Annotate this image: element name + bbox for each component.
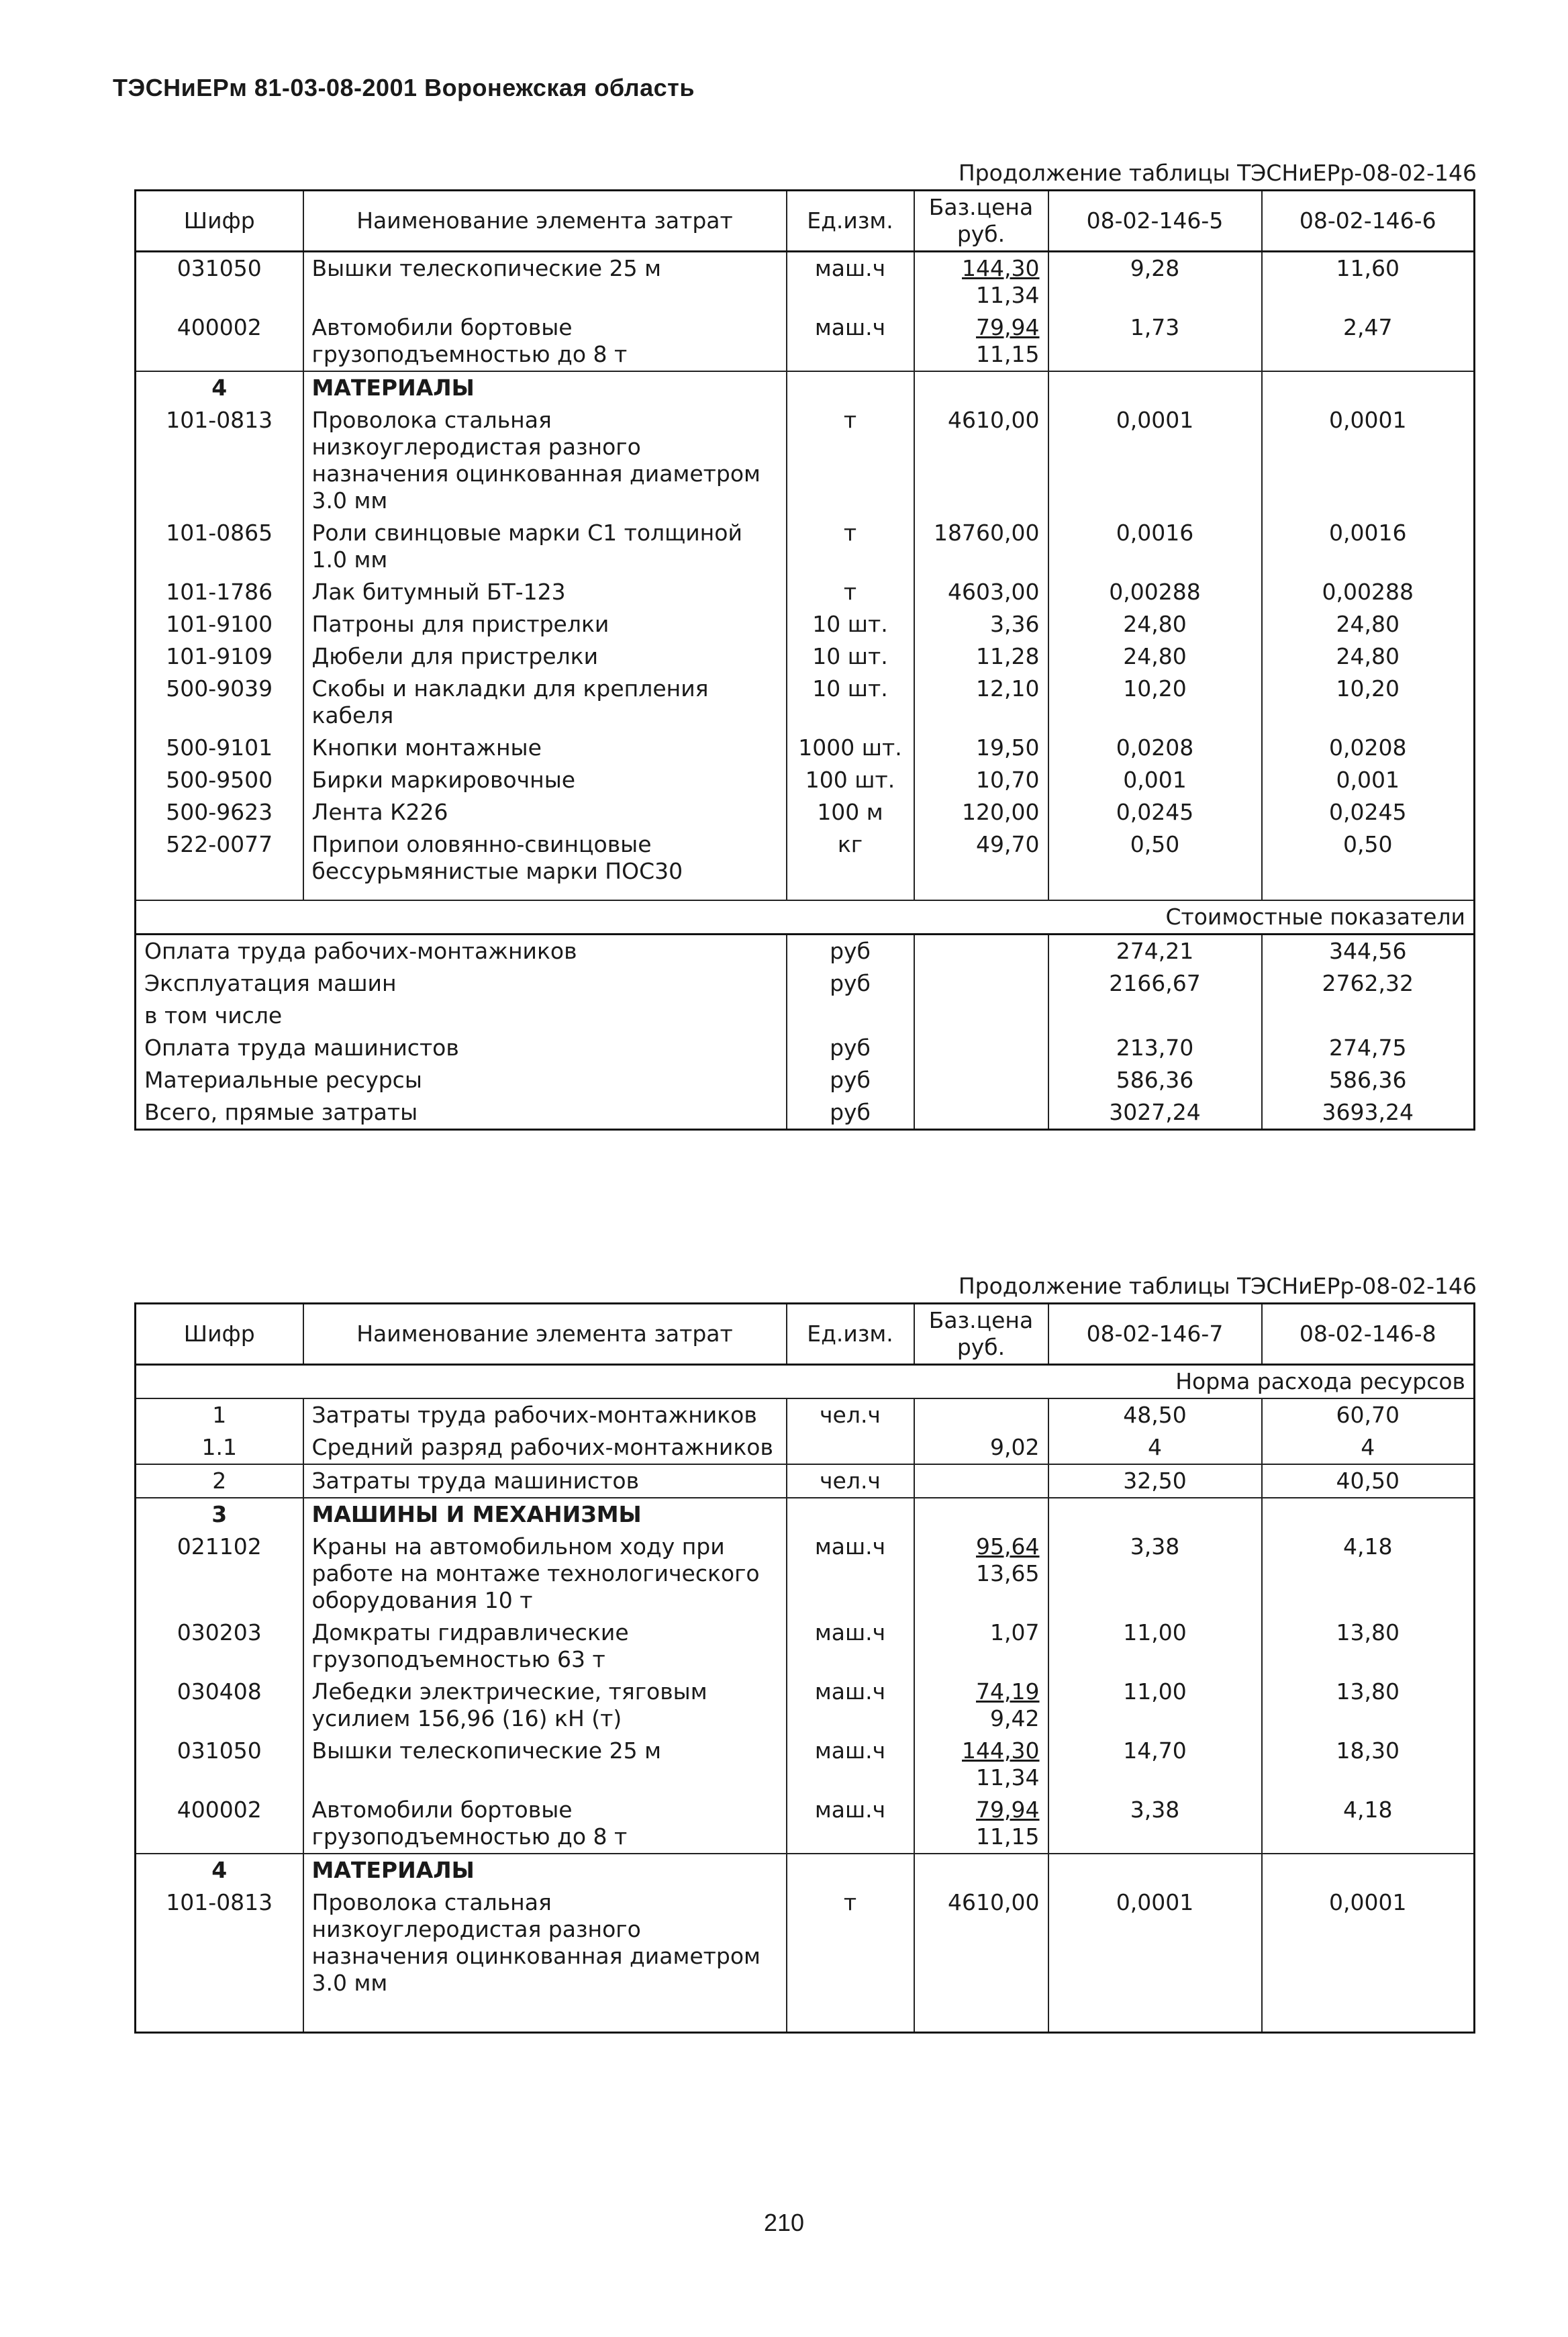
unit-cell: маш.ч: [787, 312, 914, 371]
price-cell: [914, 1735, 1048, 1794]
price-value: 144,30: [962, 1737, 1040, 1764]
value-b-cell: 0,0001: [1262, 404, 1475, 517]
col-a-header: 08-02-146-5: [1048, 191, 1262, 252]
summary-value-b: 586,36: [1262, 1064, 1475, 1096]
table1: [134, 189, 1475, 1131]
value-b-cell: 11,60: [1262, 252, 1475, 312]
code-cell: 500-9039: [166, 675, 273, 702]
table-row: [136, 517, 1475, 576]
unit-cell: маш.ч: [787, 1794, 914, 1854]
table-row: [136, 1735, 1475, 1794]
empty-cell: [914, 888, 1048, 900]
value-a-cell: 0,50: [1048, 828, 1262, 888]
table-row: [136, 1887, 1475, 1999]
name-cell: Краны на автомобильном ходу при работе на монтаже технологического оборудования 10 т: [303, 1531, 787, 1617]
value-b-cell: 0,00288: [1262, 576, 1475, 608]
price-machinist-value: 11,15: [976, 1823, 1040, 1850]
code-cell: 500-9623: [166, 799, 273, 825]
name-cell: Автомобили бортовые грузоподъемностью до 8 т: [303, 312, 787, 371]
price-header-line1: Баз.цена: [928, 194, 1034, 220]
page-number: 210: [763, 2209, 805, 2236]
unit-cell: 10 шт.: [787, 608, 914, 640]
table-row: [136, 1464, 1475, 1498]
code-cell: 101-1786: [166, 579, 273, 605]
code-cell: 101-0865: [166, 520, 273, 546]
table-row: [136, 404, 1475, 517]
table-row: [136, 796, 1475, 828]
price-cell: [914, 1431, 1048, 1464]
unit-cell: маш.ч: [787, 1531, 914, 1617]
empty-cell: [1048, 371, 1262, 404]
value-b-cell: 0,0016: [1262, 517, 1475, 576]
empty-cell: [914, 1064, 1048, 1096]
price-cell: [914, 252, 1048, 312]
value-b-cell: 0,0001: [1262, 1887, 1475, 1999]
summary-value-a: 2166,67: [1048, 967, 1262, 1000]
value-b-cell: 10,20: [1262, 673, 1475, 732]
summary-value-b: 344,56: [1262, 935, 1475, 968]
summary-name: Материальные ресурсы: [144, 1067, 422, 1093]
empty-cell: [787, 1498, 914, 1531]
summary-value-b: 2762,32: [1262, 967, 1475, 1000]
table2-caption: Продолжение таблицы ТЭСНиЕРр-08-02-146: [958, 1273, 1477, 1299]
code-cell: 500-9500: [166, 767, 273, 793]
price-cell: [914, 1617, 1048, 1676]
code-cell: 101-9109: [166, 643, 273, 669]
code-cell: 101-0813: [166, 1889, 273, 1915]
price-value: 95,64: [976, 1533, 1040, 1560]
value-b-cell: 18,30: [1262, 1735, 1475, 1794]
price-value: 4610,00: [948, 1889, 1040, 1915]
section-number: 4: [136, 1854, 303, 1887]
name-cell: Лак битумный БТ-123: [303, 576, 787, 608]
table-row: [136, 732, 1475, 764]
col-price-header: [914, 191, 1048, 252]
summary-row: [136, 1096, 1475, 1130]
price-header-line1: Баз.цена: [928, 1307, 1034, 1333]
empty-cell: [914, 1096, 1048, 1130]
empty-cell: [1048, 1854, 1262, 1887]
unit-cell: 10 шт.: [787, 640, 914, 673]
price-header-line2: руб.: [957, 1334, 1006, 1360]
unit-cell: 10 шт.: [787, 673, 914, 732]
table-row: [136, 1794, 1475, 1854]
empty-cell: [1048, 888, 1262, 900]
section-title: МАТЕРИАЛЫ: [303, 1854, 787, 1887]
price-value: 4610,00: [948, 407, 1040, 433]
col-unit-header: Ед.изм.: [787, 191, 914, 252]
col-price-header: [914, 1304, 1048, 1365]
price-cell: [914, 1531, 1048, 1617]
summary-unit: руб: [787, 1064, 914, 1096]
value-b-cell: 13,80: [1262, 1617, 1475, 1676]
price-value: 120,00: [962, 799, 1040, 825]
table-row: [136, 673, 1475, 732]
value-b-cell: 0,50: [1262, 828, 1475, 888]
summary-unit: руб: [787, 1096, 914, 1130]
summary-unit: руб: [787, 935, 914, 968]
price-machinist-value: 11,34: [976, 282, 1040, 308]
unit-cell: 100 шт.: [787, 764, 914, 796]
price-cell: [914, 312, 1048, 371]
summary-name: Всего, прямые затраты: [144, 1099, 418, 1125]
price-header-line2: руб.: [957, 221, 1006, 247]
price-value: 49,70: [976, 831, 1040, 857]
value-b-cell: 4,18: [1262, 1794, 1475, 1854]
value-a-cell: 11,00: [1048, 1676, 1262, 1735]
value-b-cell: 0,0245: [1262, 796, 1475, 828]
unit-cell: кг: [787, 828, 914, 888]
unit-cell: т: [787, 1887, 914, 1999]
value-a-cell: 32,50: [1048, 1464, 1262, 1498]
summary-unit: [787, 1000, 914, 1032]
name-cell: Проволока стальная низкоуглеродистая разного назначения оцинкованная диаметром 3.0 мм: [303, 1887, 787, 1999]
value-a-cell: 11,00: [1048, 1617, 1262, 1676]
empty-cell: [914, 1000, 1048, 1032]
empty-cell: [787, 1854, 914, 1887]
name-cell: Дюбели для пристрелки: [303, 640, 787, 673]
summary-value-b: 274,75: [1262, 1032, 1475, 1064]
name-cell: Домкраты гидравлические грузоподъемностью 63 т: [303, 1617, 787, 1676]
code-cell: 101-9100: [166, 611, 273, 637]
empty-cell: [303, 1999, 787, 2033]
code-cell: 021102: [177, 1533, 262, 1560]
value-a-cell: 9,28: [1048, 252, 1262, 312]
empty-cell: [914, 371, 1048, 404]
value-a-cell: 0,001: [1048, 764, 1262, 796]
name-cell: Вышки телескопические 25 м: [303, 252, 787, 312]
col-b-header: 08-02-146-6: [1262, 191, 1475, 252]
price-cell: [914, 1676, 1048, 1735]
code-cell: 500-9101: [166, 734, 273, 761]
price-cell: [914, 1887, 1048, 1999]
price-value: 79,94: [976, 1797, 1040, 1823]
value-a-cell: 0,0016: [1048, 517, 1262, 576]
name-cell: Бирки маркировочные: [303, 764, 787, 796]
value-b-cell: 4: [1262, 1431, 1475, 1464]
empty-cell: [787, 371, 914, 404]
summary-row: [136, 967, 1475, 1000]
price-cell: [914, 828, 1048, 888]
table-row: [136, 1398, 1475, 1431]
price-value: 3,36: [990, 611, 1040, 637]
section-number: 4: [136, 371, 303, 404]
col-a-header: 08-02-146-7: [1048, 1304, 1262, 1365]
section-row: [136, 1498, 1475, 1531]
value-a-cell: 0,0208: [1048, 732, 1262, 764]
price-value: 19,50: [976, 734, 1040, 761]
summary-row: [136, 1000, 1475, 1032]
empty-cell: [136, 888, 303, 900]
value-b-cell: 40,50: [1262, 1464, 1475, 1498]
value-b-cell: 24,80: [1262, 640, 1475, 673]
summary-value-a: 586,36: [1048, 1064, 1262, 1096]
price-cell: [914, 764, 1048, 796]
price-cell: [914, 1794, 1048, 1854]
section-title: МАШИНЫ И МЕХАНИЗМЫ: [303, 1498, 787, 1531]
table-row: [136, 1617, 1475, 1676]
unit-cell: 1000 шт.: [787, 732, 914, 764]
band-label: Норма расхода ресурсов: [136, 1365, 1475, 1399]
code-cell: 031050: [177, 255, 262, 281]
value-a-cell: 0,0001: [1048, 404, 1262, 517]
price-cell: [914, 796, 1048, 828]
unit-cell: маш.ч: [787, 1676, 914, 1735]
code-cell: 400002: [177, 1797, 262, 1823]
empty-cell: [1262, 1854, 1475, 1887]
name-cell: Автомобили бортовые грузоподъемностью до 8 т: [303, 1794, 787, 1854]
code-cell: 400002: [177, 314, 262, 340]
name-cell: Лебедки электрические, тяговым усилием 156,96 (16) кН (т): [303, 1676, 787, 1735]
summary-name: Оплата труда рабочих-монтажников: [136, 935, 787, 968]
price-value: 11,28: [976, 643, 1040, 669]
table1-header-row: [136, 191, 1475, 252]
name-cell: Скобы и накладки для крепления кабеля: [303, 673, 787, 732]
summary-unit: руб: [787, 1032, 914, 1064]
summary-row: [136, 935, 1475, 968]
empty-cell: [914, 967, 1048, 1000]
empty-cell: [1262, 1999, 1475, 2033]
code-cell: 2: [136, 1464, 303, 1498]
price-cell: [914, 517, 1048, 576]
section-row: [136, 1854, 1475, 1887]
price-machinist-value: 11,34: [976, 1764, 1040, 1791]
name-cell: Кнопки монтажные: [303, 732, 787, 764]
price-cell: [914, 673, 1048, 732]
code-cell: 1: [212, 1402, 227, 1428]
table-row: [136, 312, 1475, 371]
summary-value-a: 3027,24: [1048, 1096, 1262, 1130]
name-cell: Патроны для пристрелки: [303, 608, 787, 640]
unit-cell: маш.ч: [787, 252, 914, 312]
summary-value-a: 213,70: [1048, 1032, 1262, 1064]
spacer-row: [136, 888, 1475, 900]
empty-cell: [1262, 371, 1475, 404]
empty-cell: [914, 1032, 1048, 1064]
unit-cell: маш.ч: [787, 1735, 914, 1794]
value-a-cell: 0,0245: [1048, 796, 1262, 828]
empty-cell: [914, 1999, 1048, 2033]
price-cell: [914, 404, 1048, 517]
price-cell: [914, 1398, 1048, 1431]
summary-value-b: 3693,24: [1262, 1096, 1475, 1130]
price-value: 10,70: [976, 767, 1040, 793]
price-cell: [914, 1464, 1048, 1498]
table-row: [136, 252, 1475, 312]
summary-name: в том числе: [144, 1002, 283, 1029]
table-row: [136, 576, 1475, 608]
price-value: 18760,00: [934, 520, 1040, 546]
table-row: [136, 1531, 1475, 1617]
summary-unit: руб: [787, 967, 914, 1000]
price-value: 12,10: [976, 675, 1040, 702]
empty-cell: [303, 888, 787, 900]
spacer-row: [136, 1999, 1475, 2033]
value-a-cell: 10,20: [1048, 673, 1262, 732]
price-value: 144,30: [962, 255, 1040, 281]
table-row: [136, 828, 1475, 888]
empty-cell: [914, 935, 1048, 968]
price-machinist-value: 9,42: [990, 1705, 1040, 1731]
price-cell: [914, 732, 1048, 764]
summary-name: Оплата труда машинистов: [144, 1035, 459, 1061]
empty-cell: [914, 1498, 1048, 1531]
col-name-header: Наименование элемента затрат: [303, 191, 787, 252]
code-cell: 101-0813: [166, 407, 273, 433]
summary-value-b: [1262, 1000, 1475, 1032]
unit-cell: чел.ч: [787, 1398, 914, 1431]
value-a-cell: 24,80: [1048, 608, 1262, 640]
name-cell: Роли свинцовые марки С1 толщиной 1.0 мм: [303, 517, 787, 576]
col-code-header: Шифр: [136, 1304, 303, 1365]
price-value: 4603,00: [948, 579, 1040, 605]
page-header: ТЭСНиЕРм 81-03-08-2001 Воронежская область: [113, 74, 695, 101]
price-cell: [914, 640, 1048, 673]
summary-name: Эксплуатация машин: [144, 970, 397, 996]
col-name-header: Наименование элемента затрат: [303, 1304, 787, 1365]
price-machinist-value: 13,65: [976, 1560, 1040, 1586]
unit-cell: маш.ч: [787, 1617, 914, 1676]
table-row: [136, 1431, 1475, 1464]
price-value: 1,07: [990, 1619, 1040, 1646]
value-b-cell: 60,70: [1262, 1398, 1475, 1431]
unit-cell: т: [787, 517, 914, 576]
table1-caption: Продолжение таблицы ТЭСНиЕРр-08-02-146: [958, 160, 1477, 186]
price-value: 79,94: [976, 314, 1040, 340]
code-cell: 522-0077: [166, 831, 273, 857]
table-row: [136, 608, 1475, 640]
value-a-cell: 0,0001: [1048, 1887, 1262, 1999]
code-cell: 1.1: [201, 1434, 237, 1460]
value-a-cell: 3,38: [1048, 1531, 1262, 1617]
price-cell: [914, 576, 1048, 608]
summary-value-a: [1048, 1000, 1262, 1032]
col-unit-header: Ед.изм.: [787, 1304, 914, 1365]
table-row: [136, 640, 1475, 673]
code-cell: 030203: [177, 1619, 262, 1646]
value-b-cell: 0,001: [1262, 764, 1475, 796]
name-cell: Средний разряд рабочих-монтажников: [303, 1431, 787, 1464]
value-b-cell: 2,47: [1262, 312, 1475, 371]
summary-value-a: 274,21: [1048, 935, 1262, 968]
empty-cell: [914, 1854, 1048, 1887]
section-title: МАТЕРИАЛЫ: [303, 371, 787, 404]
value-a-cell: 4: [1048, 1431, 1262, 1464]
col-b-header: 08-02-146-8: [1262, 1304, 1475, 1365]
value-b-cell: 4,18: [1262, 1531, 1475, 1617]
value-a-cell: 48,50: [1048, 1398, 1262, 1431]
band-row: [136, 900, 1475, 935]
name-cell: Лента К226: [303, 796, 787, 828]
price-machinist-value: 11,15: [976, 341, 1040, 367]
band-row: [136, 1365, 1475, 1399]
value-a-cell: 0,00288: [1048, 576, 1262, 608]
price-value: 9,02: [990, 1434, 1040, 1460]
name-cell: Вышки телескопические 25 м: [303, 1735, 787, 1794]
code-cell: 031050: [177, 1737, 262, 1764]
value-a-cell: 3,38: [1048, 1794, 1262, 1854]
band-label: Стоимостные показатели: [136, 900, 1475, 935]
empty-cell: [1048, 1498, 1262, 1531]
summary-row: [136, 1064, 1475, 1096]
section-number: 3: [136, 1498, 303, 1531]
value-a-cell: 1,73: [1048, 312, 1262, 371]
value-b-cell: 13,80: [1262, 1676, 1475, 1735]
empty-cell: [1048, 1999, 1262, 2033]
unit-cell: 100 м: [787, 796, 914, 828]
unit-cell: т: [787, 576, 914, 608]
empty-cell: [1262, 888, 1475, 900]
table-row: [136, 1676, 1475, 1735]
unit-cell: [787, 1431, 914, 1464]
empty-cell: [136, 1999, 303, 2033]
name-cell: Припои оловянно-свинцовые бессурьмянистые марки ПОС30: [303, 828, 787, 888]
unit-cell: т: [787, 404, 914, 517]
value-b-cell: 24,80: [1262, 608, 1475, 640]
value-a-cell: 24,80: [1048, 640, 1262, 673]
name-cell: Затраты труда рабочих-монтажников: [303, 1398, 787, 1431]
table2-header-row: [136, 1304, 1475, 1365]
value-a-cell: 14,70: [1048, 1735, 1262, 1794]
empty-cell: [1262, 1498, 1475, 1531]
price-value: 74,19: [976, 1678, 1040, 1705]
name-cell: Проволока стальная низкоуглеродистая разного назначения оцинкованная диаметром 3.0 мм: [303, 404, 787, 517]
name-cell: Затраты труда машинистов: [303, 1464, 787, 1498]
price-cell: [914, 608, 1048, 640]
section-row: [136, 371, 1475, 404]
empty-cell: [787, 1999, 914, 2033]
table2: [134, 1302, 1475, 2034]
value-b-cell: 0,0208: [1262, 732, 1475, 764]
unit-cell: чел.ч: [787, 1464, 914, 1498]
col-code-header: Шифр: [136, 191, 303, 252]
table-row: [136, 764, 1475, 796]
empty-cell: [787, 888, 914, 900]
summary-row: [136, 1032, 1475, 1064]
code-cell: 030408: [177, 1678, 262, 1705]
